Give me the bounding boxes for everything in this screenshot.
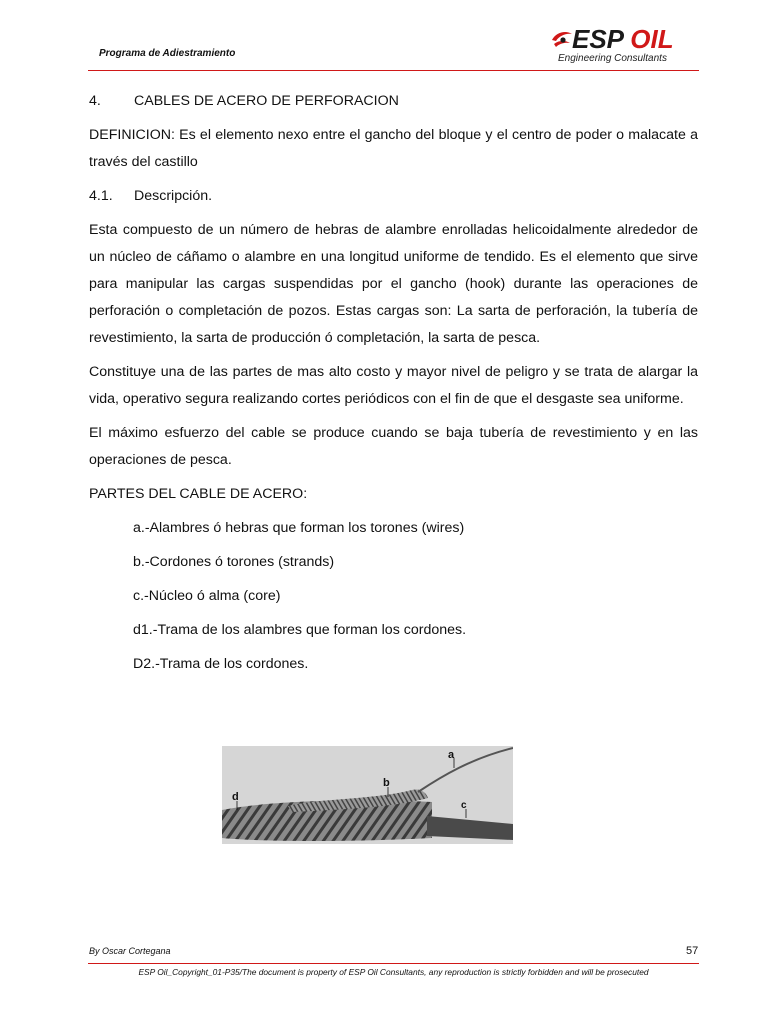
label-a: a	[448, 749, 455, 761]
subsection-heading	[89, 183, 698, 210]
footer-copyright: ESP Oil_Copyright_01-P35/The document is property of ESP Oil Consultants, any reproduction is strictly forbidden and will be prosecuted	[138, 967, 649, 977]
footer-author: By Oscar Cortegana	[89, 946, 171, 956]
label-d: d	[232, 791, 239, 803]
list-item: a.-Alambres ó hebras que forman los torones (wires)	[133, 520, 465, 536]
logo-subtitle: Engineering Consultants	[558, 53, 667, 64]
label-b: b	[383, 777, 390, 789]
wire-rope-figure	[222, 746, 513, 844]
logo-wordmark	[572, 24, 674, 55]
document-body	[89, 88, 698, 678]
list-item: D2.-Trama de los cordones.	[133, 656, 309, 672]
description-paragraph: Esta compuesto de un número de hebras de alambre enrolladas helicoidalmente alrededor de un núcleo de cáñamo o alambre en una longitud uniforme de tendido. Es el elemento que sirve para manipular las cargas suspendidas por el gancho (hook) durante las operaciones de perforación o completación de pozos. Estas cargas son: La sarta de perforación, la tubería de revestimiento, la sarta de producción ó completación, la sarta de pesca.	[89, 222, 698, 346]
definition-paragraph: DEFINICION: Es el elemento nexo entre el gancho del bloque y el centro de poder o malacate a través del castillo	[89, 127, 698, 170]
subsection-title: Descripción.	[134, 188, 213, 204]
drop-swoosh-icon	[550, 28, 574, 50]
footer-rule	[88, 963, 699, 964]
parts-list	[89, 508, 698, 678]
esp-oil-logo	[550, 24, 700, 68]
logo-oil: OIL	[630, 24, 674, 54]
cost-paragraph: Constituye una de las partes de mas alto costo y mayor nivel de peligro y se trata de alargar la vida, operativo segura realizando cortes periódicos con el fin de que el desgaste sea uniforme.	[89, 364, 698, 407]
subsection-number: 4.1.	[89, 188, 113, 204]
page-number: 57	[686, 945, 699, 957]
header-rule	[88, 70, 699, 71]
header-title: Programa de Adiestramiento	[99, 48, 236, 59]
parts-heading: PARTES DEL CABLE DE ACERO:	[89, 486, 308, 502]
wire-rope-illustration	[222, 746, 513, 844]
list-item: d1.-Trama de los alambres que forman los cordones.	[133, 622, 467, 638]
section-number: 4.	[89, 93, 101, 109]
logo-esp: ESP	[572, 24, 624, 54]
stress-paragraph: El máximo esfuerzo del cable se produce cuando se baja tubería de revestimiento y en las operaciones de pesca.	[89, 425, 698, 468]
list-item: b.-Cordones ó torones (strands)	[133, 554, 335, 570]
section-title: CABLES DE ACERO DE PERFORACION	[134, 93, 399, 109]
section-heading	[89, 88, 698, 115]
list-item: c.-Núcleo ó alma (core)	[133, 588, 281, 604]
label-c: c	[461, 800, 467, 811]
